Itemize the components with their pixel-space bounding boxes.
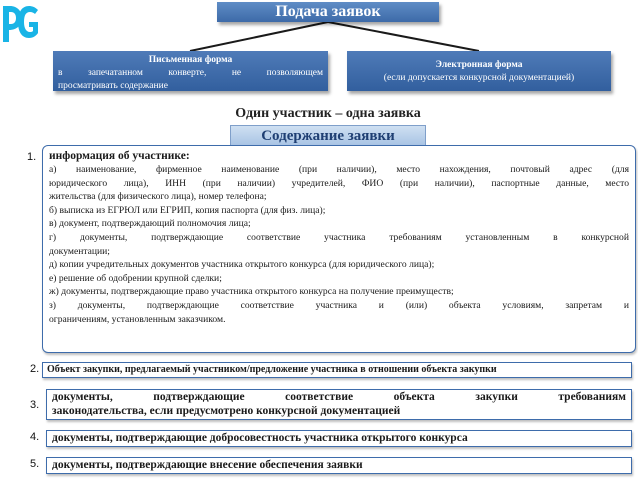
item-2-number: 2. [30, 363, 40, 375]
content-tab: Содержание заявки [230, 125, 426, 145]
item-3-line-2: законодательства, если предусмотрено конкурсной документацией [52, 405, 401, 417]
logo-icon [0, 2, 40, 46]
item-1-heading: информация об участнике: [49, 150, 190, 162]
written-form-line-2: просматривать содержание [58, 81, 168, 91]
written-form-box [53, 51, 328, 91]
item-1-line: жительства (для физического лица), номер телефона; [49, 191, 267, 203]
item-1-line: з) документы, подтверждающие соответствие участника и (или) объекта условиям, запретам и [49, 299, 629, 311]
item-4-number: 4. [30, 431, 40, 443]
written-form-heading: Письменная форма [148, 55, 233, 65]
item-4-box: документы, подтверждающие добросовестность участника открытого конкурса [46, 430, 632, 447]
page-title: Подача заявок [217, 2, 439, 22]
item-1-box [42, 145, 636, 353]
item-5-box: документы, подтверждающие внесение обеспечения заявки [46, 457, 632, 474]
item-1-line: б) выписка из ЕГРЮЛ или ЕГРИП, копия паспорта (для физ. лица); [49, 204, 326, 216]
written-form-line-1: в запечатанном конверте, не позволяющем [58, 68, 323, 78]
item-3-box [46, 389, 632, 420]
item-5-number: 5. [30, 458, 40, 470]
item-1-line: г) документы, подтверждающие соответствие участника требованиям установленным в конкурсной [49, 231, 629, 243]
item-1-line: а) наименование, фирменное наименование (при наличии), место нахождения, почтовый адрес (для [49, 164, 629, 175]
item-2-box: Объект закупки, предлагаемый участником/предложение участника в отношении объекта закупки [42, 362, 632, 378]
item-1-line: юридического лица), ИНН (при наличии) учредителей, ФИО (при наличии), паспортные данные, место [49, 177, 629, 189]
item-1-line: ж) документы, подтверждающие право участника открытого конкурса на получение преимуществ; [49, 286, 454, 298]
item-3-number: 3. [30, 399, 40, 411]
item-1-line: е) решение об одобрении крупной сделки; [49, 272, 222, 284]
item-1-line: д) копии учредительных документов участника открытого конкурса (для юридического лица); [49, 259, 435, 271]
electronic-form-heading: Электронная форма [435, 60, 523, 70]
item-1-line: документации; [49, 245, 110, 257]
electronic-form-box [347, 51, 611, 91]
one-application-rule: Один участник – одна заявка [235, 106, 421, 121]
electronic-form-note: (если допускается конкурсной документацией) [383, 73, 575, 83]
item-1-number: 1. [27, 151, 37, 163]
item-1-line: ограничениям, установленным заказчиком. [49, 313, 226, 325]
item-1-line: в) документ, подтверждающий полномочия лица; [49, 218, 251, 230]
item-3-line-1: документы, подтверждающие соответствие объекта закупки требованиям [52, 391, 626, 403]
